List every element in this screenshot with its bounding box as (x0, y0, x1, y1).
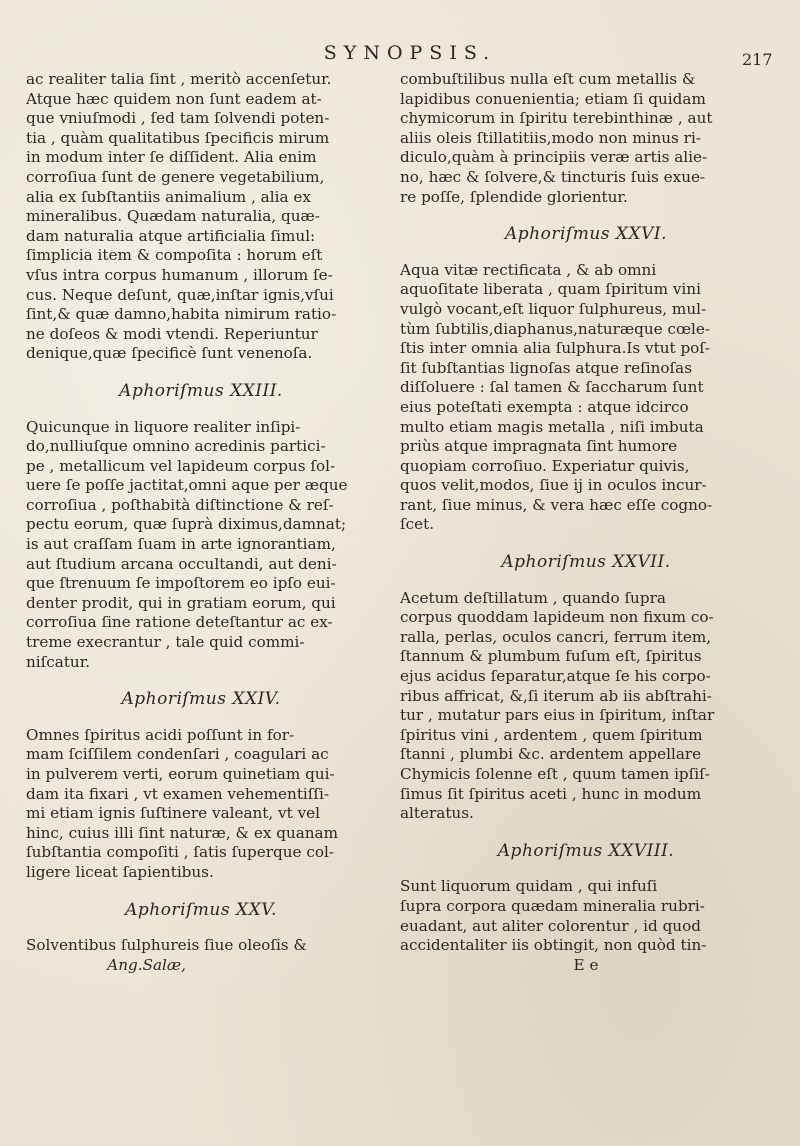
text-line: ſubſtantia compoſiti , ſatis ſuperque col- (26, 843, 334, 862)
text-line: ne doſeos & modi vtendi. Reperiuntur (26, 324, 318, 343)
text-line: Omnes ſpiritus acidi poſſunt in for- (26, 725, 295, 744)
text-line: corroſiua ſunt de genere vegetabilium, (26, 167, 325, 186)
text-line: accidentaliter iis obtingit, non quòd tin- (400, 936, 707, 955)
text-line: alteratus. (400, 804, 474, 823)
text-line: corroſiua ſine ratione deteſtantur ac ex- (26, 613, 333, 632)
text-line: diculo,quàm à principiis veræ artis alie- (400, 148, 708, 167)
page-number: 217 (742, 50, 773, 69)
text-line: Aqua vitæ rectificata , & ab omni (400, 260, 657, 279)
right-column (400, 70, 772, 975)
text-line: euadant, aut aliter colorentur , id quod (400, 916, 701, 935)
text-line: alia ex ſubſtantiis animalium , alia ex (26, 187, 311, 206)
text-line: rant, ſiue minus, & vera hæc eſſe cogno- (400, 495, 713, 514)
text-line: corroſiua , poſthabità diſtinctione & reſ- (26, 495, 334, 514)
text-line: dam naturalia atque artificialia ſimul: (26, 226, 316, 245)
text-line: ſcet. (400, 515, 435, 534)
aphorism-heading-26: Aphoriſmus XXVI. (505, 224, 667, 245)
running-title: SYNOPSIS. (323, 42, 497, 64)
text-line: ſupra corpora quædam mineralia rubri- (400, 896, 705, 915)
text-line: vulgò vocant,eſt liquor ſulphureus, mul- (400, 299, 707, 318)
aphorism-27-text (400, 589, 772, 824)
text-line: ſpiritus vini , ardentem , quem ſpiritum (400, 725, 703, 744)
text-line: Quicunque in liquore realiter inſipi- (26, 417, 301, 436)
text-line: Acetum deſtillatum , quando ſupra (400, 588, 666, 607)
text-line: Chymicis ſolenne eſt , quum tamen ipſiſ- (400, 765, 710, 783)
signature-mark: E e (573, 955, 599, 974)
text-line: priùs atque impragnata ſint humore (400, 437, 678, 456)
text-line: tia , quàm qualitatibus ſpecificis mirum (26, 128, 330, 147)
text-line: do,nulliuſque omnino acredinis partici- (26, 437, 326, 456)
aphorism-heading-28: Aphoriſmus XXVIII. (497, 840, 675, 861)
text-line: ſimus ſit ſpiritus aceti , hunc in modum (400, 784, 702, 803)
right-intro-paragraph (400, 70, 772, 207)
text-line: mineralibus. Quædam naturalia, quæ- (26, 207, 320, 226)
text-line: pectu eorum, quæ ſuprà diximus,damnat; (26, 515, 347, 534)
left-column (26, 70, 376, 975)
text-line: in modum inter ſe diſſident. Alia enim (26, 148, 317, 167)
aphorism-25-text (26, 936, 376, 975)
text-line: tùm ſubtilis,diaphanus,naturæque cœle- (400, 319, 710, 338)
text-line: ſtis inter omnia alia ſulphura.Is vtut poſ- (400, 339, 711, 358)
text-line: que vniuſmodi , ſed tam ſolvendi poten- (26, 109, 330, 128)
text-line: denter prodit, qui in gratiam eorum, qui (26, 593, 336, 612)
text-line: is aut craſſam ſuam in arte ignorantiam, (26, 535, 336, 554)
aphorism-23-text (26, 418, 376, 673)
text-line: treme execrantur , tale quid commi- (26, 633, 305, 652)
text-line: ejus acidus ſeparatur,atque ſe his corpo- (400, 667, 711, 686)
text-line: vſus intra corpus humanum , illorum ſe- (26, 265, 333, 284)
text-line: multo etiam magis metalla , niſi imbuta (400, 417, 704, 436)
text-line: eius poteſtati exempta : atque idcirco (400, 397, 689, 416)
text-line: re poſſe, ſplendide glorientur. (400, 187, 628, 206)
text-line: Sunt liquorum quidam , qui infuſi (400, 877, 658, 896)
text-line: corpus quoddam lapideum non fixum co- (400, 608, 714, 627)
text-line: uere ſe poſſe jactitat,omni aque per æque (26, 476, 348, 495)
aphorism-heading-24: Aphoriſmus XXIV. (121, 689, 281, 710)
aphorism-26-text (400, 261, 772, 535)
text-line: ſit ſubſtantias lignoſas atque reſinoſas (400, 358, 692, 377)
text-line: in pulverem verti, eorum quinetiam qui- (26, 765, 335, 783)
text-line: aut ſtudium arcana occultandi, aut deni- (26, 554, 337, 573)
text-line: ſimplicia item & compoſita : horum eſt (26, 246, 323, 265)
aphorism-heading-23: Aphoriſmus XXIII. (119, 380, 283, 401)
text-line: aquoſitate liberata , quam ſpiritum vini (400, 280, 701, 299)
text-line: hinc, cuius illi ſint naturæ, & ex quanam (26, 823, 339, 842)
text-line: ralla, perlas, oculos cancri, ferrum item, (400, 627, 712, 646)
text-line: combuſtilibus nulla eſt cum metallis & (400, 70, 696, 88)
text-line: ribus affricat, &,ſi iterum ab iis abſtrahi- (400, 686, 712, 705)
aphorism-24-text (26, 726, 376, 883)
catchword: Ang.Salæ, (107, 955, 186, 974)
text-line: no, hæc & ſolvere,& tincturis ſuis exue- (400, 167, 706, 186)
text-line: dam ita fixari , vt examen vehementiſſi- (26, 784, 330, 803)
left-intro-paragraph (26, 70, 376, 364)
text-line: diſſoluere : ſal tamen & ſaccharum ſunt (400, 378, 704, 397)
text-line: quopiam corroſiuo. Experiatur quivis, (400, 456, 690, 475)
text-line: ſtannum & plumbum fuſum eſt, ſpiritus (400, 647, 702, 666)
text-line: aliis oleis ſtillatitiis,modo non minus ri- (400, 128, 701, 147)
text-line: ſtanni , plumbi &c. ardentem appellare (400, 745, 702, 764)
text-line: que ſtrenuum ſe impoſtorem eo ipſo eui- (26, 574, 336, 593)
text-line: tur , mutatur pars eius in ſpiritum, inſtar (400, 706, 715, 725)
text-line: cus. Neque deſunt, quæ,inſtar ignis,vſui (26, 285, 334, 304)
text-line: ac realiter talia ſint , meritò accenſetur. (26, 70, 332, 88)
text-line: lapidibus conuenientia; etiam ſi quidam (400, 89, 706, 108)
text-line: ſint,& quæ damno,habita nimirum ratio- (26, 305, 337, 324)
text-line: pe , metallicum vel lapideum corpus ſol- (26, 456, 336, 475)
aphorism-heading-27: Aphoriſmus XXVII. (501, 552, 671, 573)
text-line: niſcatur. (26, 652, 91, 671)
aphorism-28-text (400, 877, 772, 975)
text-line: mi etiam ignis ſuſtinere valeant, vt vel (26, 804, 320, 823)
text-line: ligere liceat ſapientibus. (26, 862, 214, 881)
text-line: chymicorum in ſpiritu terebinthinæ , aut (400, 109, 713, 128)
text-line: denique,quæ ſpecificè ſunt venenoſa. (26, 344, 313, 363)
text-line: Atque hæc quidem non ſunt eadem at- (26, 89, 322, 108)
text-line: Solventibus ſulphureis ſiue oleoſis & (26, 936, 307, 955)
text-line: quos velit,modos, ſiue ij in oculos incur- (400, 476, 707, 495)
aphorism-heading-25: Aphoriſmus XXV. (125, 899, 277, 920)
text-line: mam ſciſſilem condenſari , coagulari ac (26, 745, 329, 764)
